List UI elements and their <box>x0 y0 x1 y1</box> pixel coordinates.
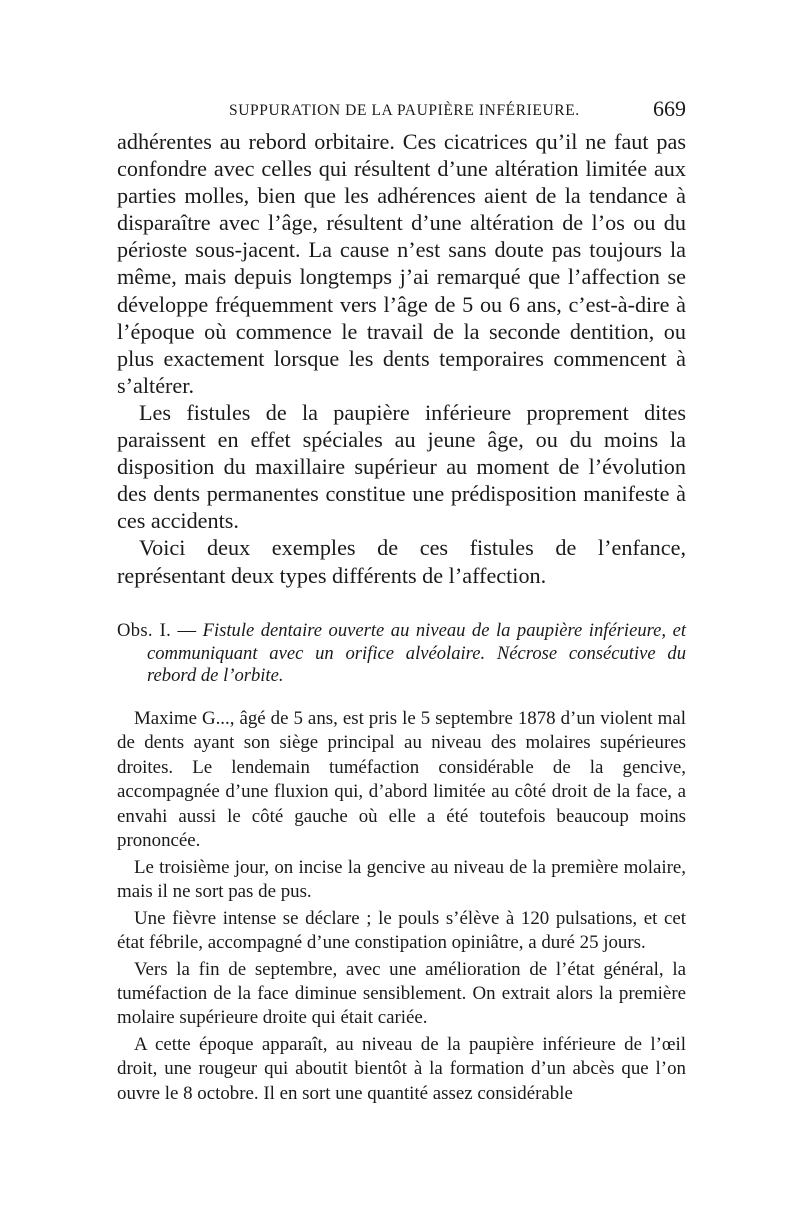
main-text <box>117 128 686 589</box>
case-report <box>117 707 686 1108</box>
case-paragraph: Vers la fin de septembre, avec une amélioration de l’état général, la tuméfaction de la face diminue sensiblement. On extrait alors la première molaire supérieure droite qui était cariée. <box>117 958 686 1029</box>
running-header <box>117 96 686 126</box>
paragraph: Les fistules de la paupière inférieure proprement dites paraissent en effet spéciales au jeune âge, ou du moins la disposition du maxillaire supérieur au moment de l’évolution des dents permanentes constitue une prédisposition manifeste à ces accidents. <box>117 399 686 534</box>
case-paragraph: Maxime G..., âgé de 5 ans, est pris le 5 septembre 1878 d’un violent mal de dents ayant son siège principal au niveau des molaires supérieures droites. Le lendemain tuméfaction considérable de la gencive, accompagnée d’une fluxion qui, d’abord limitée au côté droit de la face, a envahi aussi le côté gauche où elle a été toutefois beaucoup moins prononcée. <box>117 708 686 852</box>
observation-heading-block <box>117 620 686 688</box>
paragraph: Voici deux exemples de ces fistules de l’enfance, représentant deux types différents de l’affection. <box>117 535 686 588</box>
paragraph: adhérentes au rebord orbitaire. Ces cicatrices qu’il ne faut pas confondre avec celles qui résultent d’une altération limitée aux parties molles, bien que les adhérences aient de la tendance à disparaître avec l’âge, résultent d’une altération de l’os ou du périoste sous-jacent. La cause n’est sans doute pas toujours la même, mais depuis longtemps j’ai remarqué que l’affection se développe fréquemment vers l’âge de 5 ou 6 ans, c’est-à-dire à l’époque où commence le travail de la seconde dentition, ou plus exactement lorsque les dents temporaires commencent à s’altérer. <box>117 129 686 398</box>
observation-heading <box>117 620 686 688</box>
observation-label: Obs. I. <box>117 620 172 641</box>
observation-dash: — <box>171 620 203 641</box>
running-title: SUPPURATION DE LA PAUPIÈRE INFÉRIEURE. <box>229 102 580 119</box>
case-paragraph: A cette époque apparaît, au niveau de la paupière inférieure de l’œil droit, une rougeur qui aboutit bientôt à la formation d’un abcès que l’on ouvre le 8 octobre. Il en sort une quantité assez considérable <box>117 1033 686 1104</box>
case-paragraph: Le troisième jour, on incise la gencive au niveau de la première molaire, mais il ne sort pas de pus. <box>117 856 686 903</box>
case-paragraph: Une fièvre intense se déclare ; le pouls s’élève à 120 pulsations, et cet état fébrile, accompagné d’une constipation opiniâtre, a duré 25 jours. <box>117 907 686 954</box>
page-number: 669 <box>653 96 686 121</box>
observation-title: Fistule dentaire ouverte au niveau de la paupière inférieure, et communiquant avec un orifice alvéolaire. Nécrose consécutive du rebord de l’orbite. <box>147 620 686 687</box>
